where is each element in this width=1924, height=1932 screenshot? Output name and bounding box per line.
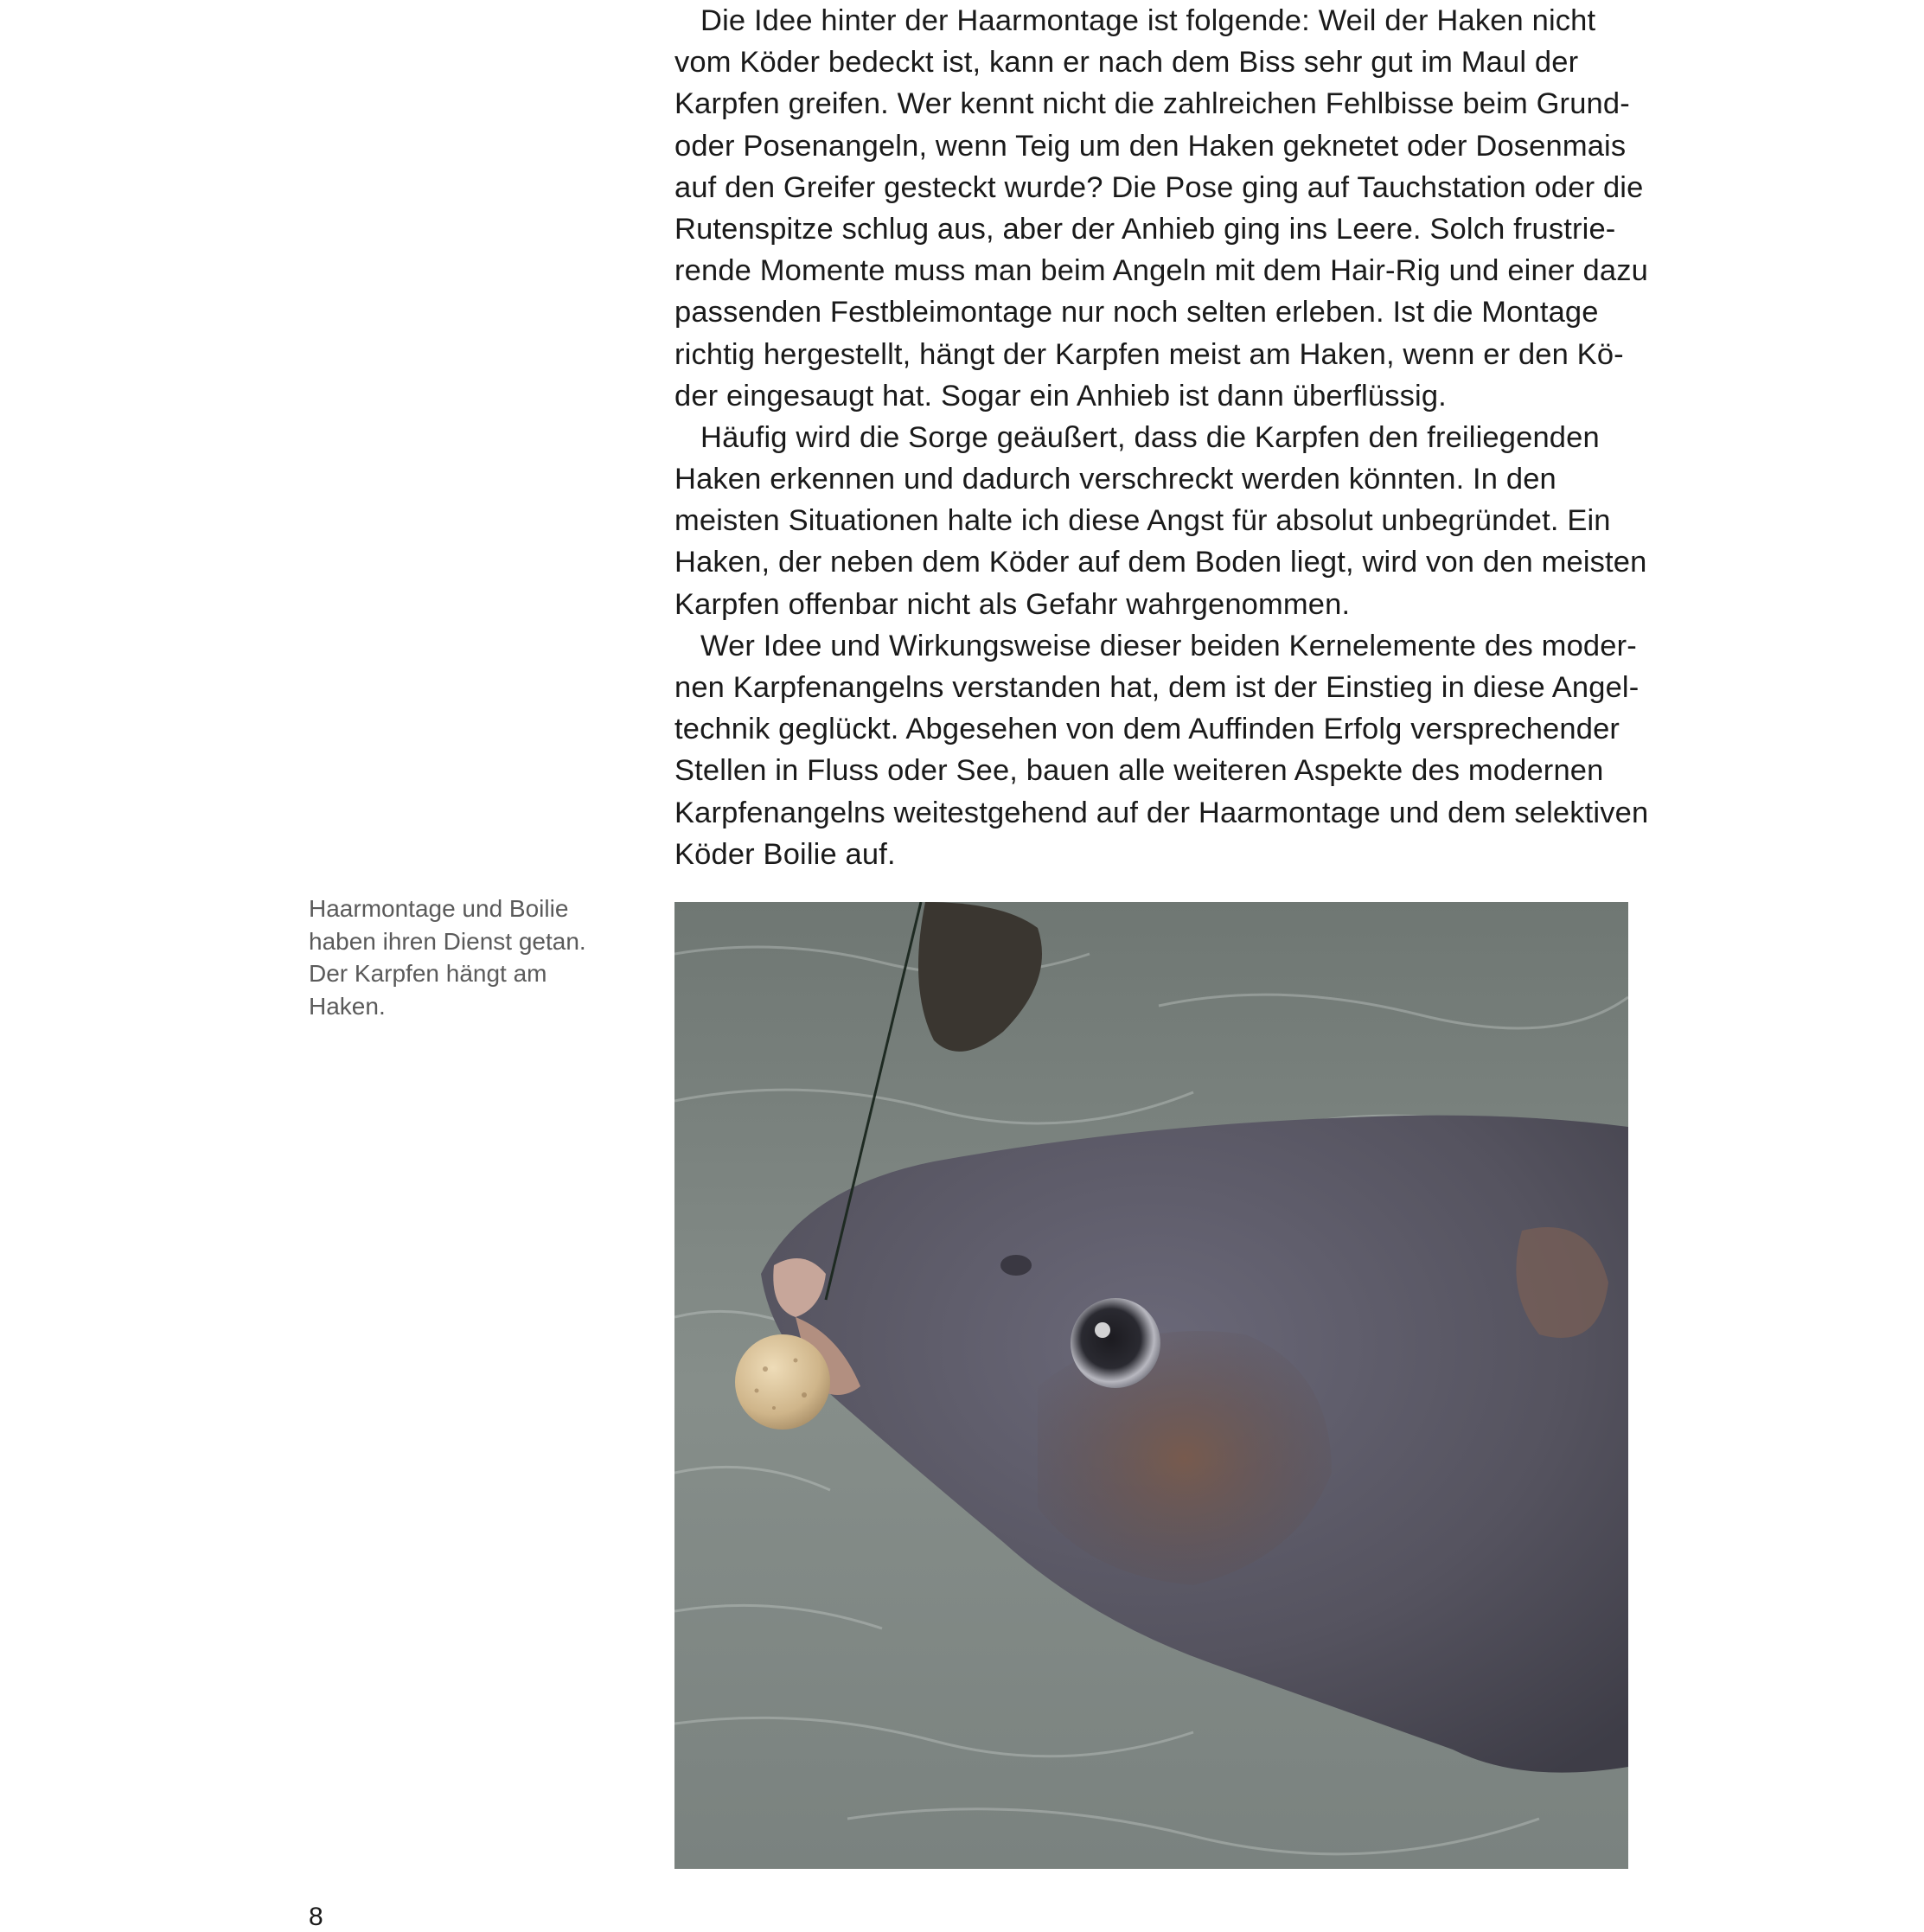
carp-nostril xyxy=(1000,1255,1032,1276)
caption-line: Der Karpfen hängt am xyxy=(309,960,547,987)
body-line: Wer Idee und Wirkungsweise dieser beiden Kernelemente des moder- xyxy=(700,629,1637,662)
body-line: Köder Boilie auf. xyxy=(674,837,896,871)
body-line: Karpfen greifen. Wer kennt nicht die zahlreichen Fehlbisse beim Grund- xyxy=(674,87,1630,121)
eye-highlight xyxy=(1095,1322,1110,1338)
body-line: technik geglückt. Abgesehen von dem Auffinden Erfolg versprechender xyxy=(674,713,1620,746)
carp-photo xyxy=(674,902,1628,1869)
body-line: Haken erkennen und dadurch verschreckt werden könnten. In den xyxy=(674,463,1556,496)
body-line: Haken, der neben dem Köder auf dem Boden liegt, wird von den meisten xyxy=(674,546,1647,579)
body-line: nen Karpfenangelns verstanden hat, dem ist der Einstieg in diese Angel- xyxy=(674,671,1640,704)
body-line: Karpfen offenbar nicht als Gefahr wahrgenommen. xyxy=(674,587,1351,621)
body-line: vom Köder bedeckt ist, kann er nach dem Biss sehr gut im Maul der xyxy=(674,46,1579,80)
page-number: 8 xyxy=(309,1903,323,1931)
body-line: richtig hergestellt, hängt der Karpfen meist am Haken, wenn er den Kö- xyxy=(674,337,1624,371)
body-line: Rutenspitze schlug aus, aber der Anhieb ging ins Leere. Solch frustrie- xyxy=(674,212,1616,246)
boilie-bait xyxy=(735,1334,830,1430)
body-line: der eingesaugt hat. Sogar ein Anhieb ist dann überflüssig. xyxy=(674,379,1447,413)
body-line: passenden Festbleimontage nur noch selten erleben. Ist die Montage xyxy=(674,296,1599,329)
body-line: rende Momente muss man beim Angeln mit dem Hair-Rig und einer dazu xyxy=(674,254,1648,288)
body-line: Karpfenangelns weitestgehend auf der Haarmontage und dem selektiven xyxy=(674,796,1649,829)
caption-line: Haken. xyxy=(309,992,386,1020)
body-text xyxy=(674,0,1649,875)
carp-photo-illustration xyxy=(674,902,1628,1869)
body-line: Stellen in Fluss oder See, bauen alle weiteren Aspekte des modernen xyxy=(674,754,1604,788)
caption-line: haben ihren Dienst getan. xyxy=(309,927,586,955)
body-line: Die Idee hinter der Haarmontage ist folgende: Weil der Haken nicht xyxy=(700,4,1596,37)
carp-eye xyxy=(1071,1298,1160,1388)
body-line: Häufig wird die Sorge geäußert, dass die Karpfen den freiliegenden xyxy=(700,420,1600,454)
caption-line: Haarmontage und Boilie xyxy=(309,895,569,922)
body-line: auf den Greifer gesteckt wurde? Die Pose ging auf Tauchstation oder die xyxy=(674,170,1644,204)
photo-caption xyxy=(309,892,611,1022)
body-line: meisten Situationen halte ich diese Angst für absolut unbegründet. Ein xyxy=(674,504,1611,538)
body-line: oder Posenangeln, wenn Teig um den Haken geknetet oder Dosenmais xyxy=(674,129,1627,163)
